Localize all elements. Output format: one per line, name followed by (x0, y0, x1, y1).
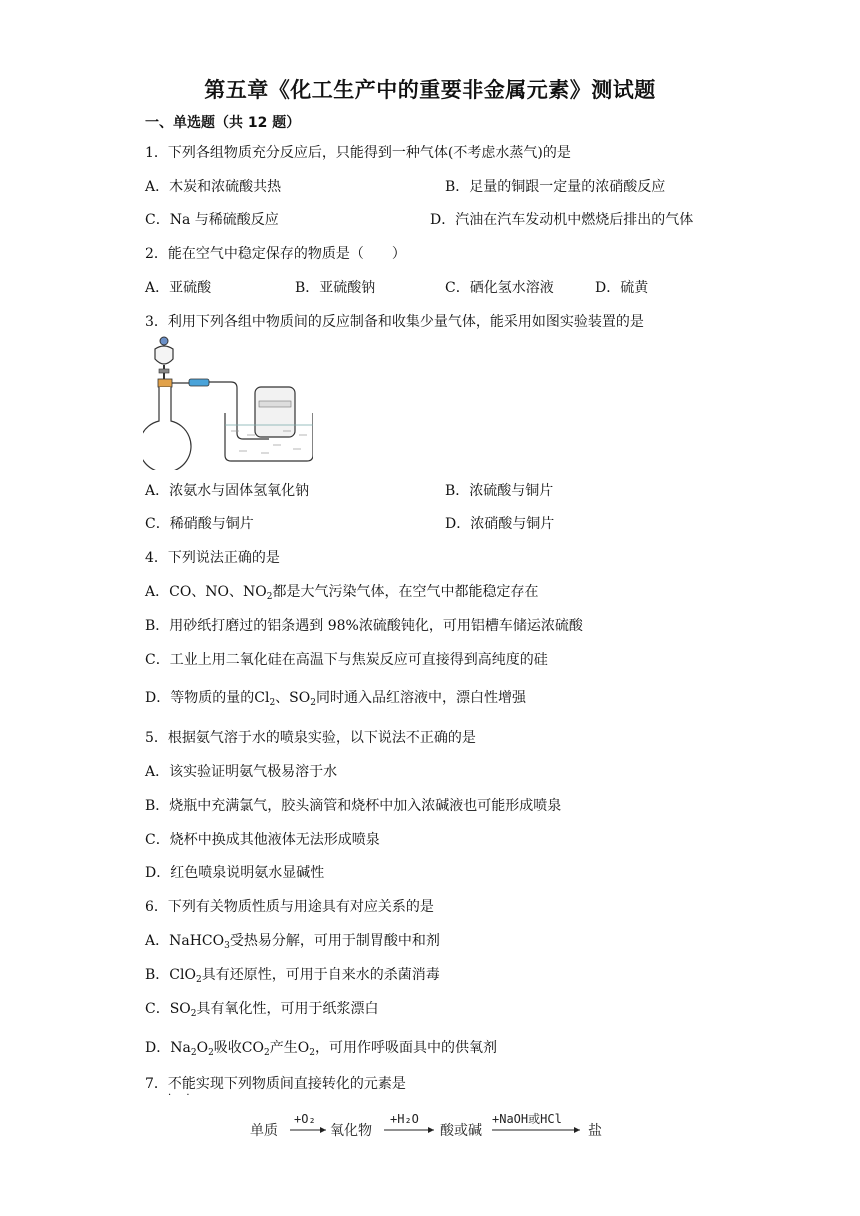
q3-option-a: A．浓氨水与固体氢氧化钠 (145, 483, 310, 499)
arrow-right-icon (428, 1127, 434, 1133)
q1-option-a: A．木炭和浓硫酸共热 (145, 179, 282, 195)
flow-arrow-label-3: +NaOH或HCl (492, 1112, 562, 1126)
flow-node-oxide: 氧化物 (330, 1123, 372, 1139)
q4-option-d: D．等物质的量的$Cl_2$、$SO_2$同时通入品红溶液中，漂白性增强 (145, 690, 526, 708)
q6-option-d: D．$Na_2O_2$吸收$CO_2$产生$O_2$，可用作呼吸面具中的供氧剂 (145, 1040, 497, 1058)
emphasis-dots: · · (168, 1090, 196, 1101)
arrow-right-icon (320, 1127, 326, 1133)
q3-option-d: D．浓硝酸与铜片 (445, 516, 555, 532)
q1-option-c: C．Na 与稀硫酸反应 (145, 212, 279, 228)
round-bottom-flask-icon (143, 387, 191, 470)
separatory-funnel-icon (155, 346, 173, 364)
flow-arrow-label-1: +O₂ (294, 1112, 316, 1126)
q4-option-b: B．用砂纸打磨过的铝条遇到 98%浓硫酸钝化，可用铝槽车储运浓硫酸 (145, 618, 583, 634)
conversion-flow-diagram (250, 1108, 620, 1148)
q1-option-d: D．汽油在汽车发动机中燃烧后排出的气体 (430, 212, 694, 228)
q6-option-c: C．$SO_2$具有氧化性，可用于纸浆漂白 (145, 1001, 379, 1019)
q4-stem: 4．下列说法正确的是 (145, 550, 280, 566)
funnel-stopper-icon (160, 337, 168, 345)
q1-stem: 1．下列各组物质充分反应后，只能得到一种气体(不考虑水蒸气)的是 (145, 145, 571, 161)
q1-option-b: B．足量的铜跟一定量的浓硝酸反应 (445, 179, 666, 195)
q2-option-c: C．硒化氢水溶液 (445, 280, 554, 296)
page-title: 第五章《化工生产中的重要非金属元素》测试题 (204, 78, 656, 102)
q3-stem: 3．利用下列各组中物质间的反应制备和收集少量气体，能采用如图实验装置的是 (145, 314, 644, 330)
q4-option-a: A．CO、NO、$NO_2$都是大气污染气体，在空气中都能稳定存在 (145, 584, 539, 602)
flow-node-acid-base: 酸或碱 (440, 1123, 482, 1139)
q2-option-a: A．亚硫酸 (145, 280, 212, 296)
flow-node-elemental: 单质 (250, 1123, 278, 1139)
q2-stem: 2．能在空气中稳定保存的物质是（ ） (145, 246, 406, 262)
q5-option-d: D．红色喷泉说明氨水显碱性 (145, 865, 325, 881)
q5-option-a: A．该实验证明氨气极易溶于水 (145, 764, 338, 780)
q3-option-c: C．稀硝酸与铜片 (145, 516, 254, 532)
flow-node-salt: 盐 (588, 1123, 602, 1139)
q7-stem: 7．不能实现下列物质间直接转化的元素是 (145, 1076, 406, 1092)
q3-option-b: B．浓硫酸与铜片 (445, 483, 554, 499)
rubber-tube-icon (189, 379, 209, 386)
q5-stem: 5．根据氨气溶于水的喷泉实验，以下说法不正确的是 (145, 730, 476, 746)
q5-option-b: B．烧瓶中充满氯气，胶头滴管和烧杯中加入浓碱液也可能形成喷泉 (145, 798, 562, 814)
q6-option-a: A．NaHCO$_3$受热易分解，可用于制胃酸中和剂 (145, 933, 440, 951)
q4-option-c: C．工业上用二氧化硅在高温下与焦炭反应可直接得到高纯度的硅 (145, 652, 548, 668)
flask-stopper-icon (158, 379, 172, 387)
q2-option-b: B．亚硫酸钠 (295, 280, 376, 296)
section-heading: 一、单选题（共 12 题） (145, 115, 301, 131)
q6-stem: 6．下列有关物质性质与用途具有对应关系的是 (145, 899, 434, 915)
arrow-right-icon (574, 1127, 580, 1133)
apparatus-figure (143, 335, 313, 470)
q2-option-d: D．硫黄 (595, 280, 649, 296)
q6-option-b: B．ClO$_2$具有还原性，可用于自来水的杀菌消毒 (145, 967, 440, 985)
q5-option-c: C．烧杯中换成其他液体无法形成喷泉 (145, 832, 380, 848)
flow-arrow-label-2: +H₂O (390, 1112, 419, 1126)
gas-jar-icon (255, 387, 295, 437)
